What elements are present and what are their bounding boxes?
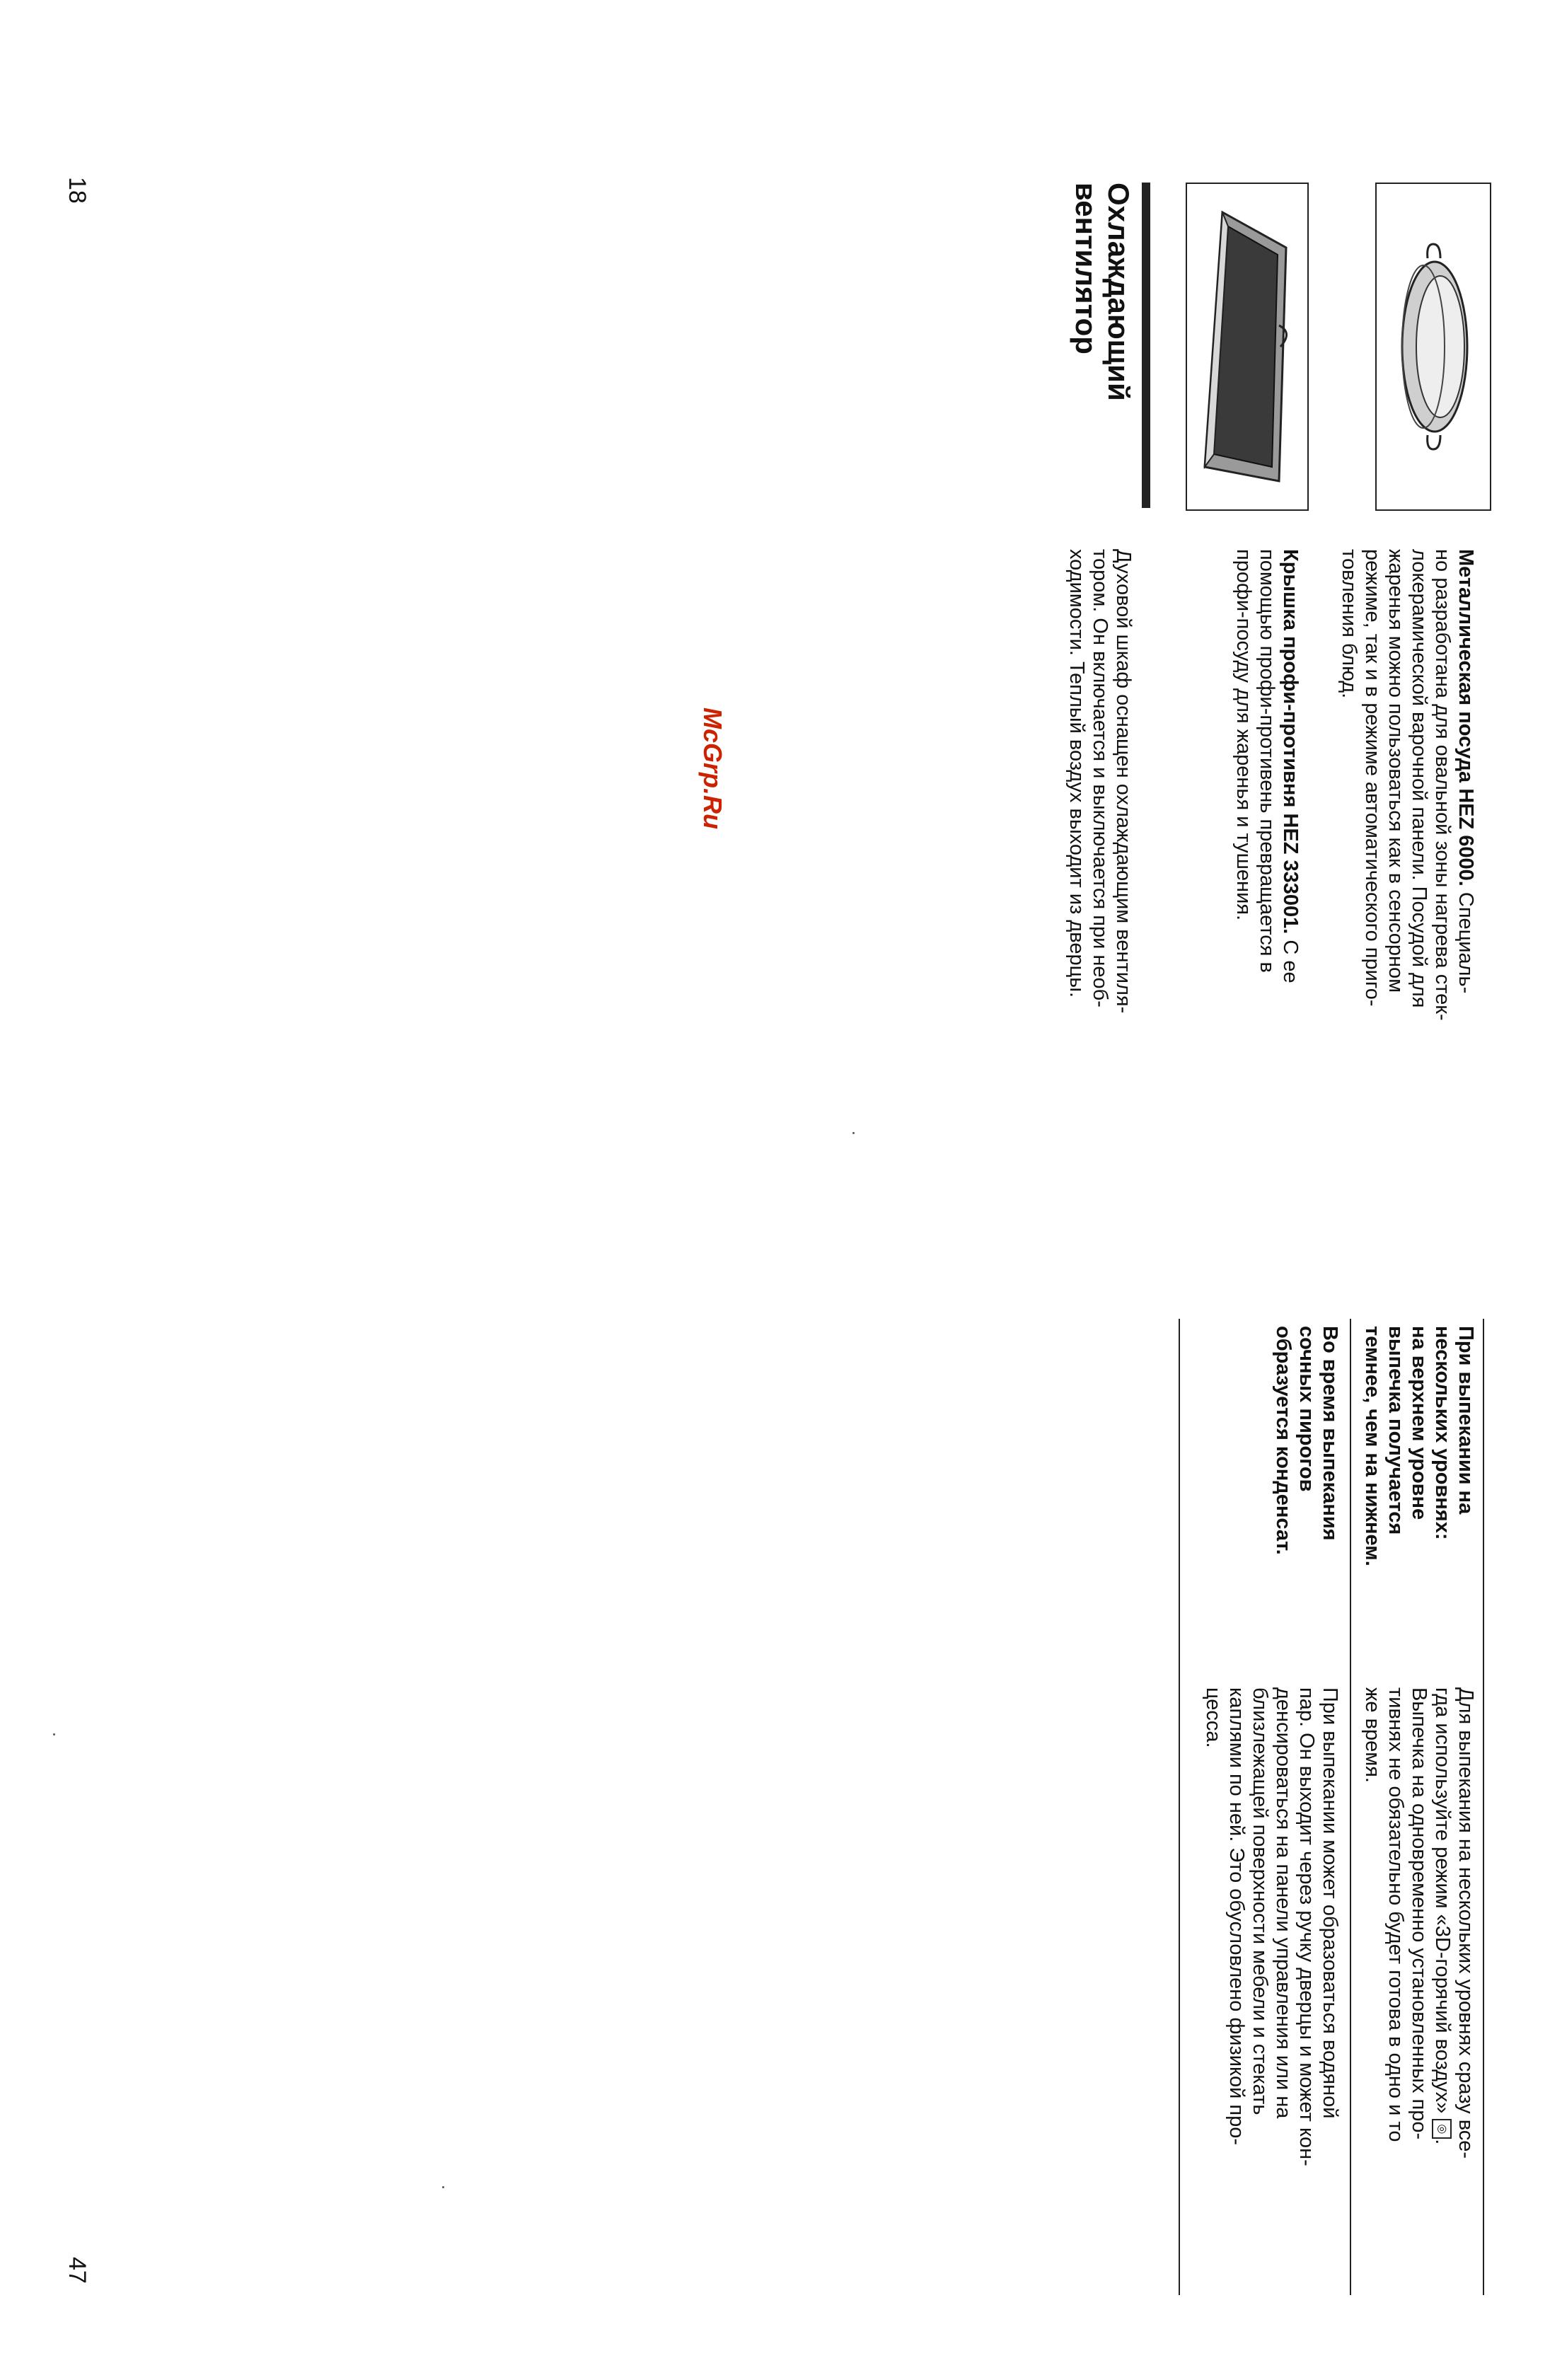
roasting-dish-image <box>1375 183 1491 511</box>
item-title: Металлическая посуда HEZ 6000. <box>1454 549 1477 886</box>
scan-speck <box>53 1733 55 1735</box>
tip-question <box>1271 1326 1341 1630</box>
section-body <box>1065 549 1135 1165</box>
tip-answer-line: каплями по ней. Это обусловлено физикой про- <box>1225 1687 1248 2146</box>
section-rule <box>1142 183 1150 508</box>
tip-question-line: образуется конденсат. <box>1272 1326 1295 1555</box>
tip-answer <box>1201 1687 1341 2296</box>
tip-question-line: Во время выпекания <box>1319 1326 1341 1541</box>
tip-answer-line: При выпекании может образоваться водяной <box>1319 1687 1341 2119</box>
tip-question-line: нескольких уровнях: <box>1431 1326 1454 1540</box>
item-line: профи-посуду для жаренья и тушения. <box>1232 549 1255 921</box>
tip-question-line: темнее, чем на нижнем. <box>1361 1326 1384 1566</box>
tips-divider-rule <box>1350 1319 1351 2295</box>
item-line: режиме, так и в режиме автоматического приго- <box>1361 549 1384 1007</box>
section-heading <box>1070 183 1135 508</box>
item-line: товления блюд. <box>1338 549 1360 699</box>
section-line: ходимости. Теплый воздух выходит из дверцы. <box>1065 549 1088 998</box>
tip-question <box>1360 1326 1477 1630</box>
tip-answer-line: гда используйте режим «3D-горячий воздух» <box>1431 1687 1454 2114</box>
page-number-left: 18 <box>64 177 91 204</box>
tip-question-line: на верхнем уровне <box>1408 1326 1430 1520</box>
pro-tray-lid-icon <box>1187 184 1307 509</box>
item-tray-lid <box>1232 549 1302 1165</box>
tip-answer-line: денсироваться на панели управления или на <box>1272 1687 1295 2119</box>
item-line: Специаль- <box>1454 891 1477 994</box>
tip-answer-line: пар. Он выходит через ручку дверцы и может кон- <box>1295 1687 1318 2166</box>
tip-answer-line: же время. <box>1361 1687 1384 1783</box>
tip-answer-line: близлежащей поверхности мебели и стекать <box>1249 1687 1271 2115</box>
tips-bottom-rule <box>1179 1319 1180 2295</box>
scan-speck <box>442 2186 444 2188</box>
tip-answer-line: Выпечка на одновременно установленных про- <box>1408 1687 1430 2140</box>
page-number-right: 47 <box>64 2257 91 2284</box>
tip-answer-line: цесса. <box>1202 1687 1225 1748</box>
tip-answer: Для выпекания на нескольких уровнях сразу все- гда используйте режим «3D-горячий воздух» ◎. Выпечка на одновременно установленных про- тивнях не обязательно будет готова в одно и то же время. <box>1360 1687 1477 2296</box>
item-line: помощью профи-противень превращается в <box>1256 549 1278 973</box>
item-title: Крышка профи-противня HEZ 333001. <box>1279 549 1302 935</box>
item-line: локерамической варочной панели. Посудой для <box>1408 549 1430 1008</box>
watermark: McGrp.Ru <box>698 707 727 830</box>
tip-question-line: выпечка получается <box>1384 1326 1407 1535</box>
tip-question-line: сочных пирогов <box>1295 1326 1318 1492</box>
tip-answer-line: Для выпекания на нескольких уровнях сразу все- <box>1454 1687 1477 2159</box>
roasting-dish-icon <box>1377 184 1490 509</box>
item-line: С ее <box>1279 940 1302 983</box>
hot-air-mode-icon: ◎ <box>1432 2119 1452 2139</box>
item-line: но разработана для овальной зоны нагрева стек- <box>1431 549 1454 1021</box>
section-line: Духовой шкаф оснащен охлаждающим вентиля- <box>1112 549 1135 1014</box>
section-line: тором. Он включается и выключается при необ- <box>1089 549 1111 1007</box>
pro-tray-lid-image <box>1186 183 1309 511</box>
section-heading-line: Охлаждающий <box>1102 183 1135 401</box>
item-line: жаренья можно пользоваться как в сенсорном <box>1384 549 1407 993</box>
section-heading-line: вентилятор <box>1070 183 1103 354</box>
tip-question-line: При выпекании на <box>1454 1326 1477 1515</box>
scan-speck <box>852 1132 855 1134</box>
tips-top-rule <box>1483 1319 1484 2295</box>
tip-answer-line: тивнях не обязательно будет готова в одно и то <box>1384 1687 1407 2142</box>
item-metal-dish <box>1337 549 1477 1165</box>
